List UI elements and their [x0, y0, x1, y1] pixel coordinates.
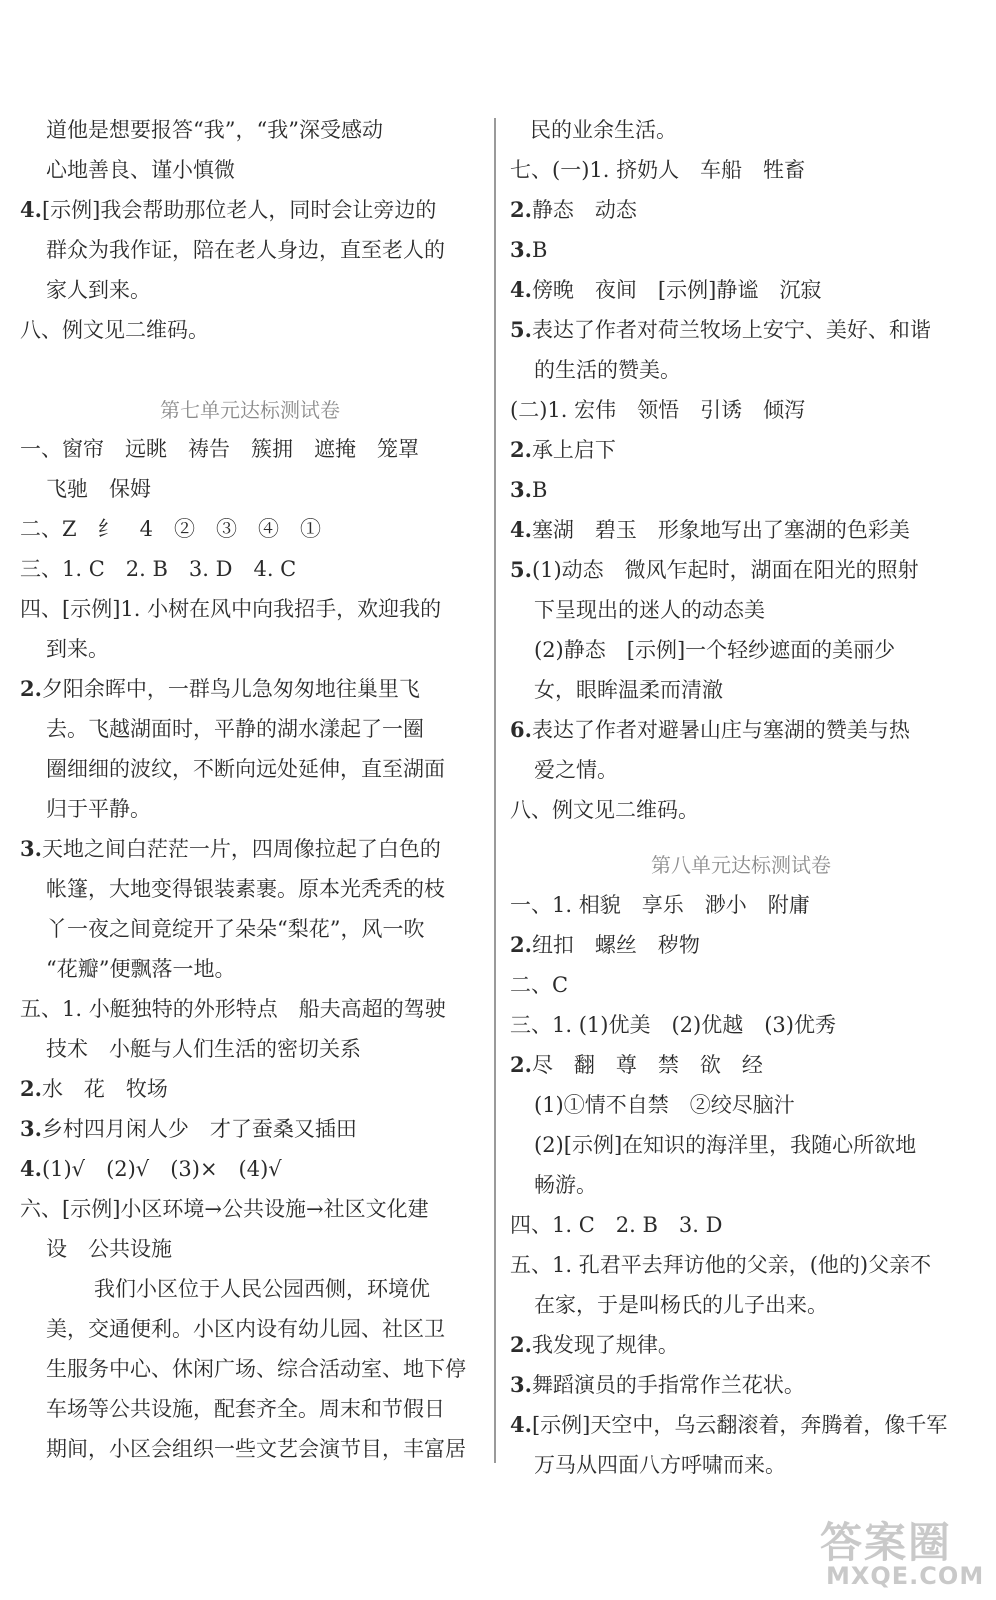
line-text: 技术 小艇与人们生活的密切关系: [46, 1037, 361, 1061]
line-text: 静态 动态: [531, 198, 637, 222]
line-text: 畅游。: [534, 1173, 597, 1197]
right-text-line: [510, 1330, 679, 1360]
left-text-line: [20, 994, 446, 1024]
line-text: 期间，小区会组织一些文艺会演节目，丰富居: [46, 1437, 466, 1461]
line-text: 万马从四面八方呼啸而来。: [534, 1453, 786, 1477]
line-text: 家人到来。: [46, 278, 151, 302]
right-text-line: [510, 795, 699, 825]
line-text: 群众为我作证，陪在老人身边，直至老人的: [46, 238, 445, 262]
line-text: 的生活的赞美。: [534, 358, 681, 382]
line-text: 尽 翻 尊 禁 欲 经: [531, 1053, 763, 1077]
right-text-line: [510, 315, 931, 345]
line-text: 车场等公共设施，配套齐全。周末和节假日: [46, 1397, 445, 1421]
line-text: B: [531, 478, 548, 502]
line-text: 到来。: [46, 637, 109, 661]
left-text-line: [46, 115, 383, 145]
item-number: 6.: [510, 717, 532, 742]
line-text: 帐篷，大地变得银装素裹。原本光秃秃的枝: [46, 877, 445, 901]
line-text: 承上启下: [531, 438, 616, 462]
left-text-line: [46, 754, 445, 784]
right-text-line: [510, 930, 700, 960]
section-heading: 第七单元达标测试卷: [160, 398, 340, 422]
column-divider: [494, 118, 496, 1463]
left-text-line: [20, 514, 321, 544]
item-number: 2.: [510, 1052, 532, 1077]
left-text-line: [46, 474, 151, 504]
line-text: (1)动态 微风乍起时，湖面在阳光的照射: [531, 558, 919, 582]
line-text: 一、窗帘 远眺 祷告 簇拥 遮掩 笼罩: [20, 437, 419, 461]
line-text: 三、1. C 2. B 3. D 4. C: [20, 557, 297, 581]
right-text-line: [510, 1050, 763, 1080]
line-text: 女，眼眸温柔而清澈: [534, 678, 723, 702]
left-text-line: [46, 714, 424, 744]
left-text-line: [20, 434, 419, 464]
line-text: 八、例文见二维码。: [510, 798, 699, 822]
line-text: 民的业余生活。: [530, 118, 677, 142]
left-text-line: [20, 1194, 429, 1224]
line-text: (2)静态 [示例]一个轻纱遮面的美丽少: [534, 638, 896, 662]
line-text: 我们小区位于人民公园西侧，环境优: [94, 1277, 430, 1301]
line-text: 傍晚 夜间 [示例]静谧 沉寂: [531, 278, 822, 302]
line-text: [示例]天空中，乌云翻滚着，奔腾着，像千军: [531, 1413, 948, 1437]
right-text-line: [510, 970, 568, 1000]
line-text: 飞驰 保姆: [46, 477, 151, 501]
right-text-line: [510, 1010, 836, 1040]
left-text-line: [20, 195, 436, 225]
section-heading: 第八单元达标测试卷: [651, 853, 831, 877]
left-text-line: [46, 1034, 361, 1064]
line-text: 舞蹈演员的手指常作兰花状。: [531, 1373, 805, 1397]
right-text-line: [510, 555, 919, 585]
line-text: 归于平静。: [46, 797, 151, 821]
item-number: 2.: [510, 437, 532, 462]
right-text-line: [510, 1210, 722, 1240]
item-number: 3.: [510, 237, 532, 262]
line-text: [示例]我会帮助那位老人，同时会让旁边的: [41, 198, 437, 222]
line-text: 四、1. C 2. B 3. D: [510, 1213, 723, 1237]
left-text-line: [20, 315, 209, 345]
left-text-line: [20, 1074, 168, 1104]
left-text-line: [20, 554, 296, 584]
left-text-line: [46, 634, 109, 664]
left-text-line: [46, 1314, 445, 1344]
line-text: 纽扣 螺丝 秽物: [531, 933, 700, 957]
line-text: 水 花 牧场: [41, 1077, 168, 1101]
item-number: 4.: [510, 517, 532, 542]
right-text-line: [534, 675, 723, 705]
line-text: 一、1. 相貌 享乐 渺小 附庸: [510, 893, 810, 917]
line-text: (1)①情不自禁 ②绞尽脑汁: [534, 1093, 795, 1117]
watermark-top-text: 答案圈: [820, 1518, 953, 1567]
line-text: “花瓣”便飘落一地。: [46, 957, 236, 981]
line-text: 在家，于是叫杨氏的儿子出来。: [534, 1293, 828, 1317]
item-number: 4.: [510, 277, 532, 302]
line-text: (1)√ (2)√ (3)× (4)√: [41, 1157, 282, 1181]
watermark-logo: [820, 1510, 990, 1596]
right-text-line: [510, 715, 910, 745]
left-text-line: [20, 674, 420, 704]
right-text-line: [510, 435, 616, 465]
line-text: 圈细细的波纹，不断向远处延伸，直至湖面: [46, 757, 445, 781]
line-text: 四、[示例]1. 小树在风中向我招手，欢迎我的: [20, 597, 442, 621]
item-number: 3.: [510, 477, 532, 502]
watermark-bottom-text: MXQE.COM: [826, 1562, 985, 1590]
item-number: 2.: [20, 676, 42, 701]
left-text-line: [46, 275, 151, 305]
line-text: 下呈现出的迷人的动态美: [534, 598, 765, 622]
right-text-line: [510, 195, 637, 225]
right-text-line: [534, 1170, 597, 1200]
line-text: 夕阳余晖中，一群鸟儿急匆匆地往巢里飞: [41, 677, 420, 701]
right-text-line: [534, 755, 618, 785]
left-text-line: [46, 1434, 466, 1464]
right-text-line: [510, 155, 805, 185]
line-text: 塞湖 碧玉 形象地写出了塞湖的色彩美: [531, 518, 910, 542]
line-text: 五、1. 小艇独特的外形特点 船夫高超的驾驶: [20, 997, 446, 1021]
left-text-line: [46, 155, 235, 185]
line-text: 八、例文见二维码。: [20, 318, 209, 342]
right-text-line: [510, 1370, 805, 1400]
item-number: 2.: [510, 1332, 532, 1357]
line-text: 七、(一)1. 挤奶人 车船 牲畜: [510, 158, 806, 182]
right-text-line: [534, 595, 765, 625]
item-number: 3.: [20, 836, 42, 861]
item-number: 2.: [510, 932, 532, 957]
left-text-line: [46, 1354, 466, 1384]
line-text: 我发现了规律。: [531, 1333, 679, 1357]
line-text: 三、1. (1)优美 (2)优越 (3)优秀: [510, 1013, 836, 1037]
right-text-line: [534, 1130, 916, 1160]
line-text: (二)1. 宏伟 领悟 引诱 倾泻: [510, 398, 806, 422]
line-text: 美，交通便利。小区内设有幼儿园、社区卫: [46, 1317, 445, 1341]
line-text: 二、C: [510, 973, 569, 997]
right-text-line: [510, 395, 805, 425]
left-text-line: [94, 1274, 430, 1304]
left-text-line: [20, 594, 441, 624]
right-text-line: [510, 515, 910, 545]
right-text-line: [510, 235, 547, 265]
item-number: 3.: [510, 1372, 532, 1397]
line-text: 设 公共设施: [46, 1237, 172, 1261]
line-text: 六、[示例]小区环境→公共设施→社区文化建: [20, 1197, 429, 1221]
right-text-line: [510, 475, 547, 505]
right-text-line: [534, 1290, 828, 1320]
right-text-line: [534, 1450, 786, 1480]
left-text-line: [46, 794, 151, 824]
right-text-line: [510, 275, 821, 305]
left-text-line: [46, 874, 445, 904]
line-text: 心地善良、谨小慎微: [46, 158, 235, 182]
right-text-line: [510, 1410, 947, 1440]
right-text-line: [510, 890, 810, 920]
line-text: 爱之情。: [534, 758, 618, 782]
right-text-line: [510, 1250, 931, 1280]
item-number: 5.: [510, 317, 532, 342]
right-text-line: [530, 115, 677, 145]
line-text: 表达了作者对荷兰牧场上安宁、美好、和谐: [531, 318, 931, 342]
left-text-line: [46, 235, 445, 265]
item-number: 4.: [20, 197, 42, 222]
line-text: 去。飞越湖面时，平静的湖水漾起了一圈: [46, 717, 424, 741]
line-text: 生服务中心、休闲广场、综合活动室、地下停: [46, 1357, 466, 1381]
right-text-line: [534, 635, 895, 665]
left-text-line: [46, 1394, 445, 1424]
line-text: 天地之间白茫茫一片，四周像拉起了白色的: [41, 837, 441, 861]
left-text-line: [46, 914, 424, 944]
item-number: 2.: [20, 1076, 42, 1101]
line-text: 五、1. 孔君平去拜访他的父亲，(他的)父亲不: [510, 1253, 932, 1277]
left-text-line: [20, 834, 441, 864]
right-text-line: [534, 1090, 795, 1120]
item-number: 5.: [510, 557, 532, 582]
item-number: 4.: [510, 1412, 532, 1437]
line-text: 乡村四月闲人少 才了蚕桑又插田: [41, 1117, 357, 1141]
left-text-line: [46, 1234, 172, 1264]
line-text: 表达了作者对避暑山庄与塞湖的赞美与热: [531, 718, 910, 742]
line-text: 道他是想要报答“我”，“我”深受感动: [46, 118, 383, 142]
line-text: B: [531, 238, 548, 262]
left-text-line: [20, 1114, 357, 1144]
line-text: 二、Z 纟 4 ② ③ ④ ①: [20, 517, 321, 541]
left-text-line: [20, 1154, 282, 1184]
item-number: 2.: [510, 197, 532, 222]
right-text-line: [534, 355, 681, 385]
line-text: 丫一夜之间竟绽开了朵朵“梨花”，风一吹: [46, 917, 425, 941]
item-number: 4.: [20, 1156, 42, 1181]
item-number: 3.: [20, 1116, 42, 1141]
line-text: (2)[示例]在知识的海洋里，我随心所欲地: [534, 1133, 917, 1157]
left-text-line: [46, 954, 235, 984]
